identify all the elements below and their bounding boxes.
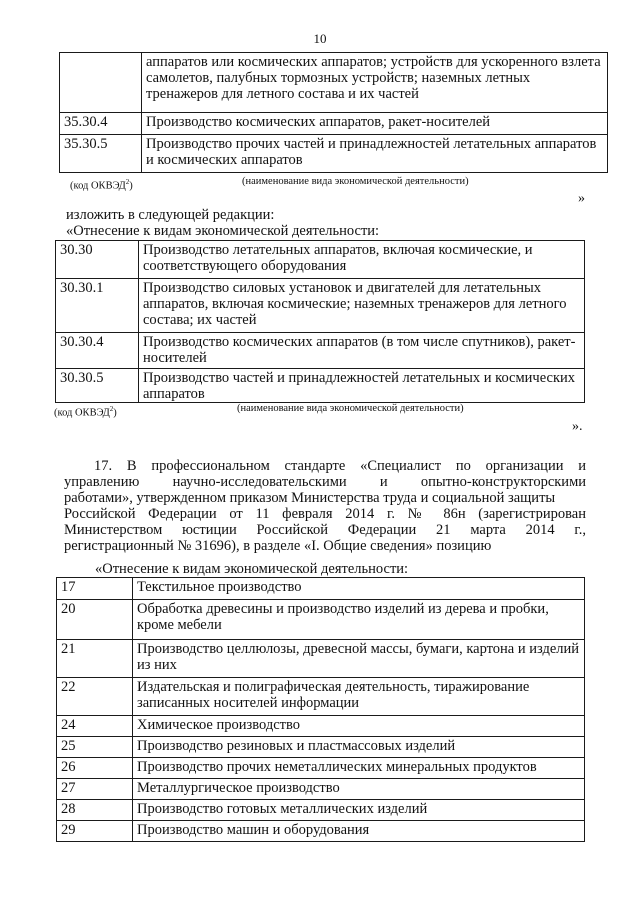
okved-code: 35.30.5 (60, 135, 142, 173)
activity-name: Металлургическое производство (133, 779, 585, 800)
okved-table-new (55, 240, 585, 403)
caption-code: (код ОКВЭД$^2$) (54, 405, 117, 419)
table-row (60, 135, 608, 173)
table-row (57, 779, 585, 800)
activity-name: Производство частей и принадлежностей летательных и космических аппаратов (139, 369, 585, 403)
table-row (57, 578, 585, 600)
table-row (57, 678, 585, 716)
table-row (56, 333, 585, 369)
table-row (57, 640, 585, 678)
okved-code: 27 (57, 779, 133, 800)
okved-code: 29 (57, 821, 133, 842)
paragraph-line: работами», утвержденном приказом Министерства труда и социальной защиты (64, 490, 556, 506)
activity-name: Обработка древесины и производство изделий из дерева и пробки, кроме мебели (133, 600, 585, 640)
okved-code: 30.30.1 (56, 279, 139, 333)
activity-name: Производство силовых установок и двигателей для летательных аппаратов, включая космические; наземных тренажеров для летного состава; их частей (139, 279, 585, 333)
paragraph-line: Российской Федерации от 11 февраля 2014 г. № 86н (зарегистрирован (64, 506, 586, 522)
okved-table-old (59, 52, 608, 173)
table-row (56, 279, 585, 333)
paragraph-line: регистрационный № 31696), в разделе «I. Общие сведения» позицию (64, 538, 492, 554)
table-row (57, 821, 585, 842)
activity-name: Производство прочих неметаллических минеральных продуктов (133, 758, 585, 779)
table-row (57, 758, 585, 779)
okved-code: 22 (57, 678, 133, 716)
activity-name: Производство прочих частей и принадлежностей летательных аппаратов и космических аппаратов (142, 135, 608, 173)
page-number: 10 (313, 31, 327, 46)
caption-activity-name: (наименование вида экономической деятельности) (237, 403, 464, 414)
activity-name: Производство космических аппаратов (в том числе спутников), ракет-носителей (139, 333, 585, 369)
okved-code: 24 (57, 716, 133, 737)
caption-activity-name: (наименование вида экономической деятельности) (242, 176, 469, 187)
activity-name: Производство целлюлозы, древесной массы, бумаги, картона и изделий из них (133, 640, 585, 678)
activity-name: Производство резиновых и пластмассовых изделий (133, 737, 585, 758)
intro-relation: «Отнесение к видам экономической деятельности: (66, 223, 380, 239)
caption-code: (код ОКВЭД$^2$) (70, 178, 133, 192)
okved-code: 35.30.4 (60, 113, 142, 135)
okved-code: 25 (57, 737, 133, 758)
okved-code: 17 (57, 578, 133, 600)
activity-name: Производство летательных аппаратов, включая космические, и соответствующего оборудования (139, 241, 585, 279)
activity-name: Производство готовых металлических изделий (133, 800, 585, 821)
paragraph-line: Министерством юстиции Российской Федерации 21 марта 2014 г., (64, 522, 586, 538)
okved-table-position (56, 577, 585, 842)
intro-redaction: изложить в следующей редакции: (66, 207, 275, 223)
table-row (60, 53, 608, 113)
table-row (56, 369, 585, 403)
table-row (60, 113, 608, 135)
intro-relation: «Отнесение к видам экономической деятельности: (95, 561, 409, 577)
activity-name: Издательская и полиграфическая деятельность, тиражирование записанных носителей информации (133, 678, 585, 716)
okved-code: 30.30.4 (56, 333, 139, 369)
okved-code: 30.30.5 (56, 369, 139, 403)
okved-code (60, 53, 142, 113)
paragraph-line: управлению научно-исследовательскими и опытно-конструкторскими (64, 474, 586, 490)
table-row (57, 737, 585, 758)
activity-name: Производство машин и оборудования (133, 821, 585, 842)
closing-quote: » (578, 191, 585, 206)
table-row (56, 241, 585, 279)
okved-code: 20 (57, 600, 133, 640)
table-row (57, 716, 585, 737)
activity-name: Текстильное производство (133, 578, 585, 600)
activity-name: аппаратов или космических аппаратов; устройств для ускоренного взлета самолетов, палубных тормозных устройств; наземных летных тренажеров для летного состава и их частей (142, 53, 608, 113)
okved-code: 30.30 (56, 241, 139, 279)
closing-quote: ». (572, 419, 583, 434)
paragraph-17 (64, 458, 586, 554)
table-row (57, 600, 585, 640)
okved-code: 26 (57, 758, 133, 779)
activity-name: Производство космических аппаратов, ракет-носителей (142, 113, 608, 135)
table-row (57, 800, 585, 821)
okved-code: 21 (57, 640, 133, 678)
activity-name: Химическое производство (133, 716, 585, 737)
paragraph-line: 17. В профессиональном стандарте «Специалист по организации и (94, 458, 586, 474)
okved-code: 28 (57, 800, 133, 821)
